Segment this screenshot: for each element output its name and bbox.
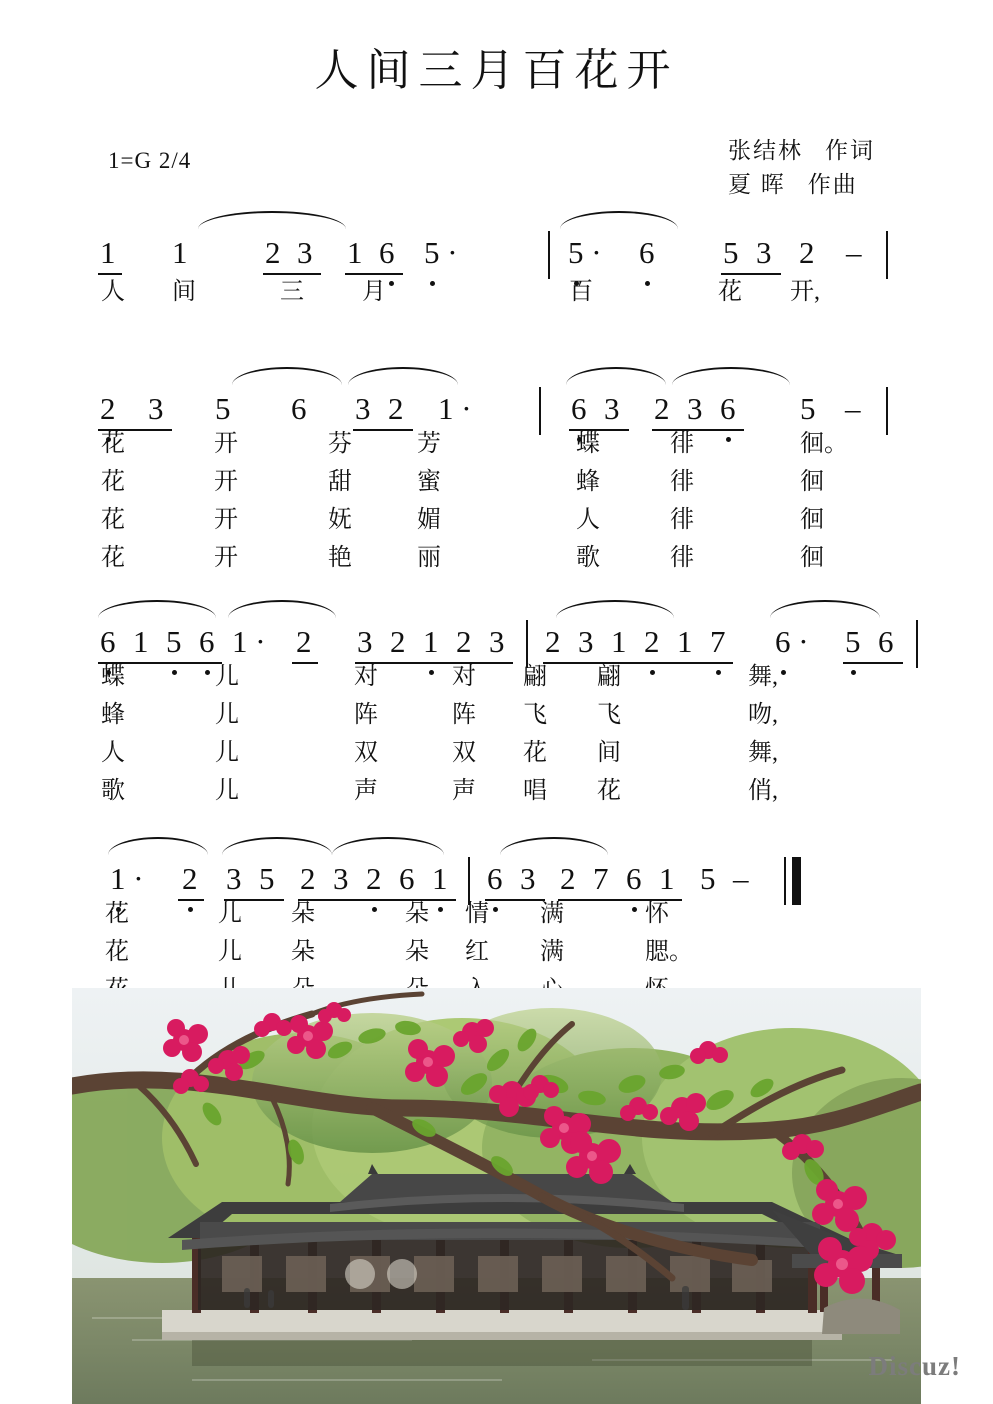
slur: [228, 600, 336, 618]
note: 5: [800, 391, 816, 426]
lyric: 开: [214, 431, 238, 457]
note: 6: [379, 235, 395, 270]
score-system-1: [0, 205, 993, 343]
note: 1: [172, 235, 188, 270]
slur: [348, 367, 458, 385]
credits: [728, 134, 875, 202]
music-score: [0, 205, 993, 1050]
note: 6: [100, 624, 116, 659]
lyric: 阵: [354, 702, 378, 728]
note: 7: [593, 861, 609, 896]
note: 3: [489, 624, 505, 659]
lyric: 声: [354, 778, 378, 804]
note: 5: [166, 624, 182, 659]
note: 2: [388, 391, 404, 426]
lyric: 百: [569, 279, 593, 305]
lyric: 朵: [405, 901, 429, 927]
lyric: 开: [214, 545, 238, 571]
note: 1 ·: [110, 861, 144, 896]
note: 2: [390, 624, 406, 659]
lyric: 蜜: [417, 469, 441, 495]
lyric: 芬: [328, 431, 352, 457]
lyric: 儿: [215, 778, 239, 804]
note: 1: [423, 624, 439, 659]
note: 2: [100, 391, 116, 426]
note: 2: [654, 391, 670, 426]
lyric: 对: [354, 664, 378, 690]
note: 5: [723, 235, 739, 270]
note: 2: [300, 861, 316, 896]
slur: [222, 837, 332, 855]
lyric: 花: [101, 431, 125, 457]
slur: [566, 367, 666, 385]
lyric: 月: [362, 279, 386, 305]
watermark: Discuz!: [868, 1351, 961, 1381]
note: 2: [182, 861, 198, 896]
lyrics-block: [0, 267, 993, 307]
notes-row: [0, 361, 993, 426]
notes-row: [0, 831, 993, 896]
note: 1: [611, 624, 627, 659]
lyric: 徊: [800, 507, 824, 533]
slur: [672, 367, 790, 385]
note: 1: [347, 235, 363, 270]
score-system-3: [0, 594, 993, 809]
lyric: 艳: [328, 545, 352, 571]
lyric: 开,: [790, 279, 820, 305]
lyric: 徊。: [800, 431, 848, 457]
note: 1 ·: [438, 391, 472, 426]
slur: [560, 211, 678, 229]
note: 3: [357, 624, 373, 659]
lyric: 舞,: [748, 664, 778, 690]
lyric: 蜂: [576, 469, 600, 495]
lyrics-block: [0, 656, 993, 806]
lyric: 花: [105, 939, 129, 965]
lyric: 俏,: [748, 778, 778, 804]
lyric: 开: [214, 507, 238, 533]
note: 6: [571, 391, 587, 426]
note: 6: [639, 235, 655, 270]
note: 1: [432, 861, 448, 896]
lyric: 花: [718, 279, 742, 305]
lyric: 儿: [215, 702, 239, 728]
note: 3: [687, 391, 703, 426]
lyric: 翩: [523, 664, 547, 690]
slur: [198, 211, 346, 229]
credit-lyricist: [728, 134, 875, 168]
lyric: 花: [523, 740, 547, 766]
lyric: 蝶: [576, 431, 600, 457]
slur: [500, 837, 608, 855]
lyric: 开: [214, 469, 238, 495]
lyric: 歌: [101, 778, 125, 804]
note: 3: [355, 391, 371, 426]
note: 3: [604, 391, 620, 426]
note: 5: [259, 861, 275, 896]
lyric: 花: [101, 545, 125, 571]
lyric: 飞: [597, 702, 621, 728]
note: 2: [366, 861, 382, 896]
note: 5: [845, 624, 861, 659]
lyric: 朵: [405, 939, 429, 965]
lyricist-name: 张结林: [728, 138, 803, 163]
note: 6 ·: [775, 624, 809, 659]
lyric: 儿: [215, 664, 239, 690]
lyric: 阵: [452, 702, 476, 728]
lyric: 徘: [670, 469, 694, 495]
lyric: 媚: [417, 507, 441, 533]
note: 2: [265, 235, 281, 270]
lyric: 情: [465, 901, 489, 927]
note: 6: [720, 391, 736, 426]
note: 6: [626, 861, 642, 896]
note: 1: [659, 861, 675, 896]
note: 6: [291, 391, 307, 426]
note: 6: [399, 861, 415, 896]
note: 2: [560, 861, 576, 896]
note: 1: [133, 624, 149, 659]
lyric: 满: [540, 939, 564, 965]
lyric: 花: [105, 901, 129, 927]
lyric: 蜂: [101, 702, 125, 728]
score-system-2: [0, 361, 993, 576]
note: 1 ·: [232, 624, 266, 659]
lyric: 徘: [670, 431, 694, 457]
lyric: 间: [597, 740, 621, 766]
note: 3: [578, 624, 594, 659]
slur: [770, 600, 880, 618]
lyric: 舞,: [748, 740, 778, 766]
note: 3: [148, 391, 164, 426]
lyric: 三: [280, 279, 304, 305]
lyric: 怀: [645, 901, 669, 927]
lyric: 人: [576, 507, 600, 533]
lyric: 芳: [417, 431, 441, 457]
note: 5 ·: [424, 235, 458, 270]
lyric: 满: [540, 901, 564, 927]
lyric: 人: [101, 740, 125, 766]
note: 1: [677, 624, 693, 659]
note: 5: [215, 391, 231, 426]
slur: [98, 600, 216, 618]
note: 6: [878, 624, 894, 659]
lyric: 双: [452, 740, 476, 766]
key-signature: 1=G 2/4: [108, 148, 192, 173]
lyric: 歌: [576, 545, 600, 571]
note: 3: [297, 235, 313, 270]
slur: [556, 600, 674, 618]
slur: [332, 837, 444, 855]
lyric: 吻,: [748, 702, 778, 728]
lyric: 甜: [328, 469, 352, 495]
lyric: 花: [101, 507, 125, 533]
lyric: 徘: [670, 507, 694, 533]
note: 7: [710, 624, 726, 659]
note: 3: [756, 235, 772, 270]
lyric: 蝶: [101, 664, 125, 690]
lyric: 间: [172, 279, 196, 305]
note: –: [733, 861, 749, 896]
lyric: 徘: [670, 545, 694, 571]
note: –: [846, 235, 862, 270]
lyrics-block: [0, 423, 993, 573]
notes-row: [0, 594, 993, 659]
slur: [232, 367, 342, 385]
notes-row: [0, 205, 993, 270]
note: 6: [487, 861, 503, 896]
note: 3: [520, 861, 536, 896]
note: 2: [545, 624, 561, 659]
lyric: 朵: [291, 939, 315, 965]
lyric: 花: [597, 778, 621, 804]
lyric: 儿: [215, 740, 239, 766]
lyric: 徊: [800, 545, 824, 571]
note: 2: [456, 624, 472, 659]
note: –: [845, 391, 861, 426]
lyric: 翩: [597, 664, 621, 690]
lyric: 朵: [291, 901, 315, 927]
lyric: 飞: [523, 702, 547, 728]
lyric: 对: [452, 664, 476, 690]
lyric: 丽: [417, 545, 441, 571]
lyric: 唱: [523, 778, 547, 804]
lyric: 双: [354, 740, 378, 766]
lyricist-role: 作词: [825, 138, 875, 163]
note: 3: [226, 861, 242, 896]
note: 2: [644, 624, 660, 659]
lyric: 花: [101, 469, 125, 495]
lyric: 儿: [218, 901, 242, 927]
lyric: 儿: [218, 939, 242, 965]
lyric: 声: [452, 778, 476, 804]
note: 2: [296, 624, 312, 659]
note: 5 ·: [568, 235, 602, 270]
note: 1: [100, 235, 116, 270]
slur: [108, 837, 208, 855]
note: 3: [333, 861, 349, 896]
lyric: 人: [101, 279, 125, 305]
composer-role: 作曲: [807, 172, 858, 197]
note: 6: [199, 624, 215, 659]
lyric: 妩: [328, 507, 352, 533]
photo-illustration: [72, 988, 921, 1404]
garden-photo: [72, 988, 921, 1404]
lyric: 红: [465, 939, 489, 965]
lyric: 腮。: [645, 939, 693, 965]
composer-name: 夏 晖: [728, 172, 786, 197]
note: 2: [799, 235, 815, 270]
credit-composer: [728, 168, 875, 202]
lyric: 徊: [800, 469, 824, 495]
page-title: 人间三月百花开: [314, 46, 679, 95]
note: 5: [700, 861, 716, 896]
